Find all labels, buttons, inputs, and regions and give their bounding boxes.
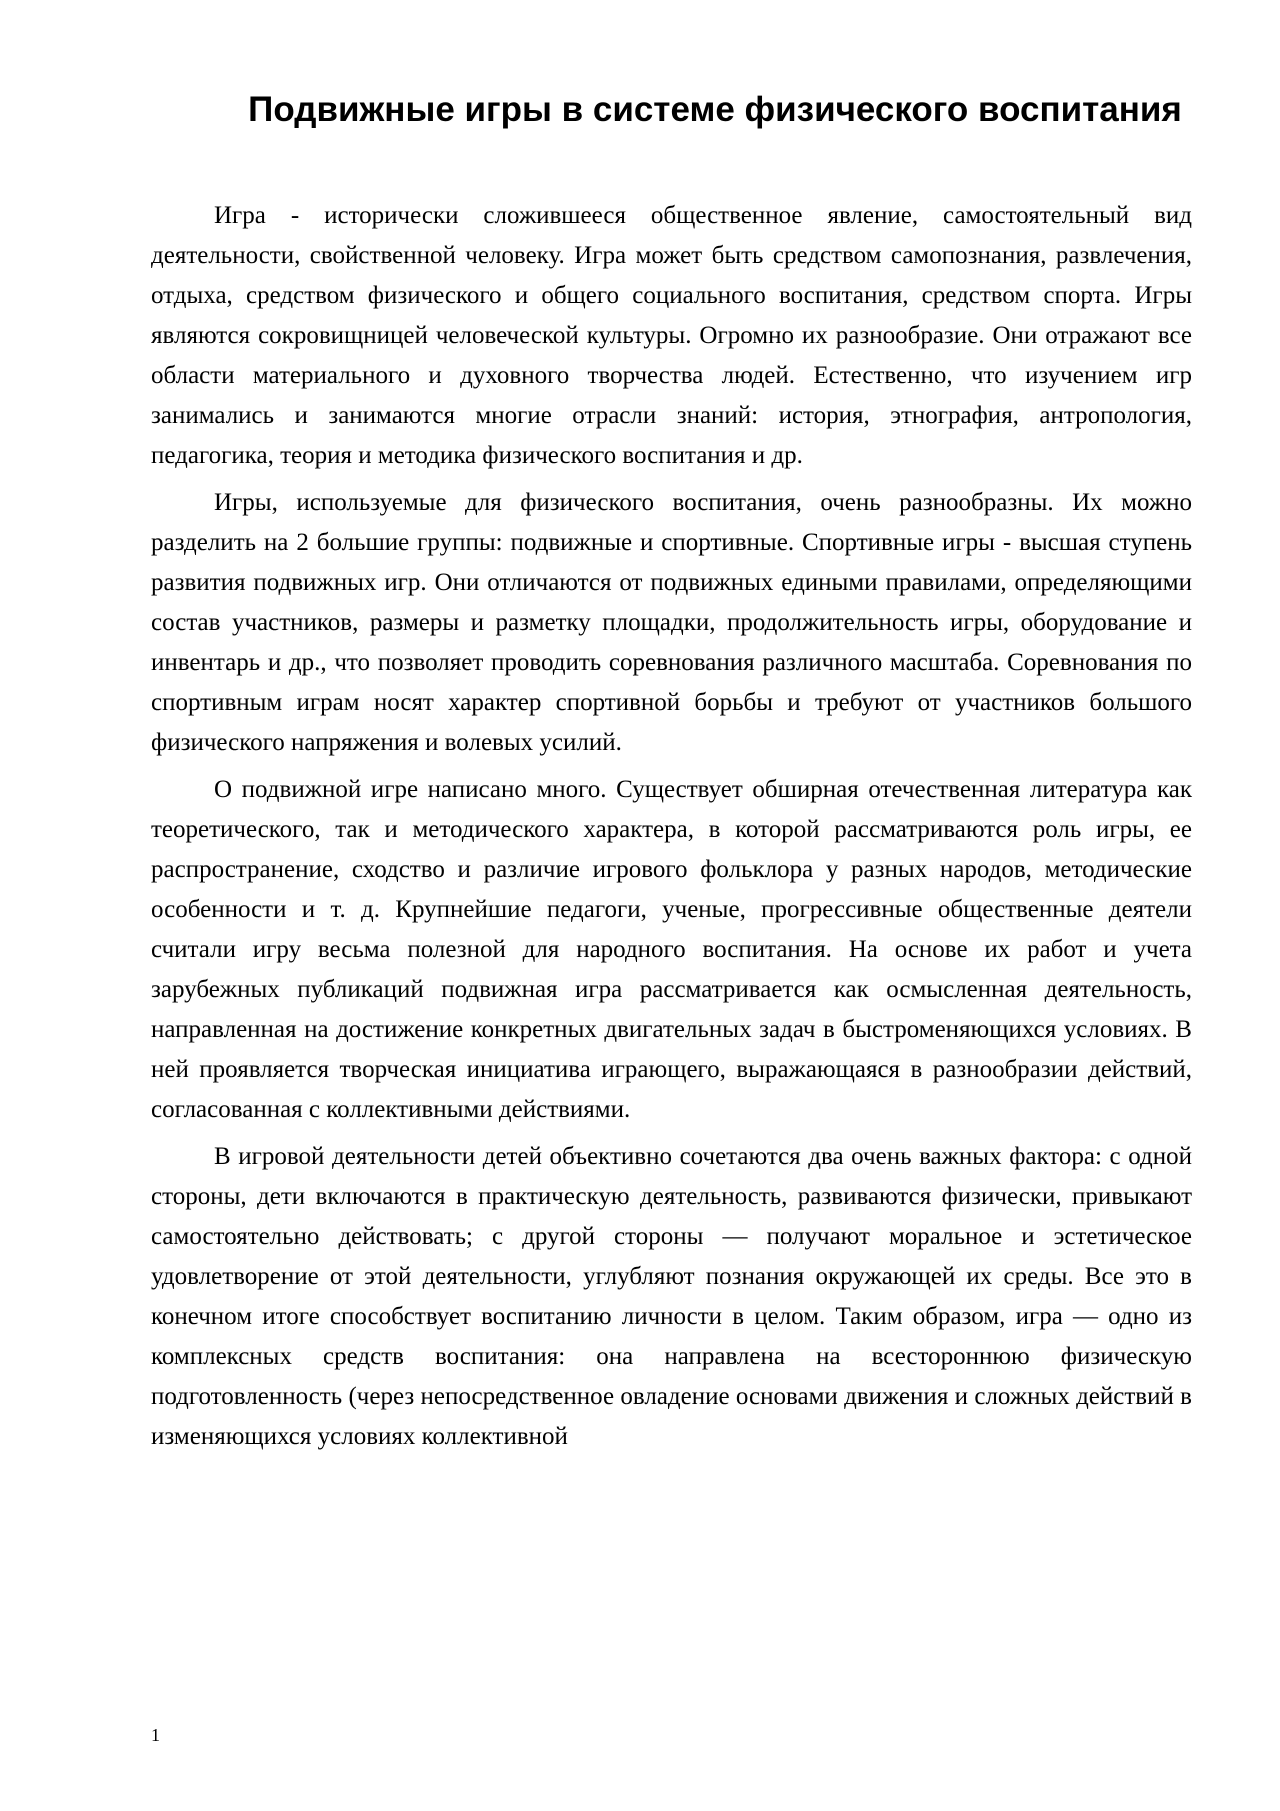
document-body xyxy=(151,196,1192,1464)
paragraph: Игра - исторически сложившееся общественное явление, самостоятельный вид деятельности, свойственной человеку. Игра может быть средством самопознания, развлечения, отдыха, средством физического и общего социального воспитания, средством спорта. Игры являются сокровищницей человеческой культуры. Огромно их разнообразие. Они отражают все области материального и духовного творчества людей. Естественно, что изучением игр занимались и занимаются многие отрасли знаний: история, этнография, антропология, педагогика, теория и методика физического воспитания и др. xyxy=(151,202,1192,469)
paragraph: О подвижной игре написано много. Существует обширная отечественная литература как теоретического, так и методического характера, в которой рассматриваются роль игры, ее распространение, сходство и различие игрового фольклора у разных народов, методические особенности и т. д. Крупнейшие педагоги, ученые, прогрессивные общественные деятели считали игру весьма полезной для народного воспитания. На основе их работ и учета зарубежных публикаций подвижная игра рассматривается как осмысленная деятельность, направленная на достижение конкретных двигательных задач в быстроменяющихся условиях. В ней проявляется творческая инициатива играющего, выражающаяся в разнообразии действий, согласованная с коллективными действиями. xyxy=(151,776,1192,1123)
page-number: 1 xyxy=(151,1725,160,1745)
paragraph: Игры, используемые для физического воспитания, очень разнообразны. Их можно разделить на 2 большие группы: подвижные и спортивные. Спортивные игры - высшая ступень развития подвижных игр. Они отличаются от подвижных едиными правилами, определяющими состав участников, размеры и разметку площадки, продолжительность игры, оборудование и инвентарь и др., что позволяет проводить соревнования различного масштаба. Соревнования по спортивным играм носят характер спортивной борьбы и требуют от участников большого физического напряжения и волевых усилий. xyxy=(151,489,1192,756)
document-title: Подвижные игры в системе физического воспитания xyxy=(248,90,1182,129)
paragraph: В игровой деятельности детей объективно сочетаются два очень важных фактора: с одной стороны, дети включаются в практическую деятельность, развиваются физически, привыкают самостоятельно действовать; с другой стороны — получают моральное и эстетическое удовлетворение от этой деятельности, углубляют познания окружающей их среды. Все это в конечном итоге способствует воспитанию личности в целом. Таким образом, игра — одно из комплексных средств воспитания: она направлена на всестороннюю физическую подготовленность (через непосредственное овладение основами движения и сложных действий в изменяющихся условиях коллективной xyxy=(151,1143,1192,1450)
